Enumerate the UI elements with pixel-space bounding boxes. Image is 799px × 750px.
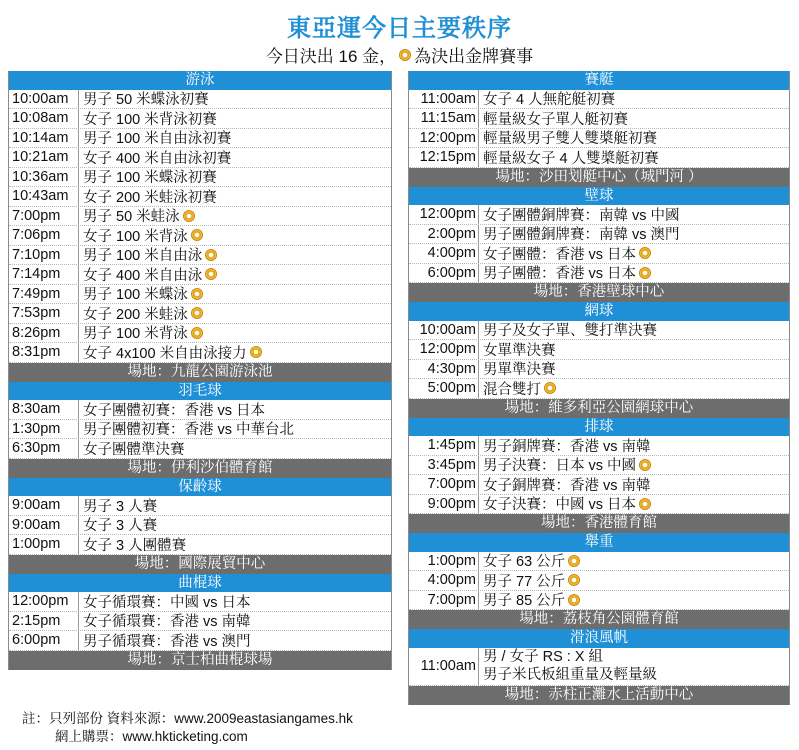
- sport-header: 曲棍球: [9, 574, 391, 593]
- event-time: 7:00pm: [9, 207, 79, 226]
- event-cell: [479, 321, 657, 341]
- gold-medal-icon: [544, 382, 556, 394]
- event-time: 2:15pm: [9, 612, 79, 631]
- event-name: 男子 100 米自由泳: [83, 248, 203, 265]
- event-cell: [79, 420, 294, 440]
- event-name: 男子 100 米蝶泳初賽: [83, 170, 217, 187]
- venue-bar: 場地：沙田划艇中心（城門河 ）: [409, 168, 789, 187]
- venue-bar: 場地：香港壁球中心: [409, 283, 789, 302]
- schedule-row: [409, 264, 789, 284]
- gold-medal-icon: [568, 555, 580, 567]
- event-cell: [79, 207, 195, 227]
- page-subtitle: [0, 42, 799, 67]
- sport-header: 滑浪風帆: [409, 629, 789, 648]
- gold-medal-icon: [191, 288, 203, 300]
- schedule-row: [9, 612, 391, 632]
- schedule-row: [409, 495, 789, 515]
- event-time: 4:00pm: [409, 244, 479, 263]
- event-cell: [479, 379, 556, 399]
- event-time: 8:30am: [9, 400, 79, 419]
- venue-bar: 場地：荔枝角公園體育館: [409, 610, 789, 629]
- event-time: 1:30pm: [9, 420, 79, 439]
- event-time: 11:15am: [409, 109, 479, 128]
- event-cell: [479, 436, 651, 456]
- event-name: 男子 100 米蝶泳: [83, 287, 188, 304]
- event-cell: [479, 129, 657, 149]
- schedule-row: [9, 496, 391, 516]
- event-time: 9:00am: [9, 496, 79, 515]
- event-name: 女子團體準決賽: [83, 441, 185, 458]
- event-name: 男單準決賽: [483, 362, 556, 379]
- sport-header: 游泳: [9, 71, 391, 90]
- event-name: 男子團體：香港 vs 日本: [483, 266, 637, 283]
- gold-medal-icon: [399, 49, 411, 61]
- footnote-ticketing: 網上購票：www.hkticketing.com: [55, 729, 248, 744]
- event-name: 輕量級男子雙人雙槳艇初賽: [483, 131, 657, 148]
- event-cell: [479, 571, 580, 591]
- event-name: 女子 200 米蛙泳初賽: [83, 189, 217, 206]
- event-name: 男子 100 米自由泳初賽: [83, 131, 232, 148]
- event-name: 男子 85 公斤: [483, 593, 566, 610]
- event-time: 12:00pm: [409, 205, 479, 224]
- event-cell: [479, 591, 580, 611]
- schedule-row: [409, 648, 789, 686]
- sport-header: 舉重: [409, 533, 789, 552]
- schedule-row: [9, 516, 391, 536]
- schedule-row: [9, 207, 391, 227]
- event-cell: [79, 439, 185, 459]
- event-time: 7:10pm: [9, 246, 79, 265]
- event-cell: [479, 244, 651, 264]
- event-name: 女子循環賽：香港 vs 南韓: [83, 614, 251, 631]
- event-time: 9:00pm: [409, 495, 479, 514]
- event-cell: [479, 225, 680, 245]
- schedule-row: [9, 631, 391, 651]
- schedule-row: [9, 226, 391, 246]
- gold-medal-icon: [250, 346, 262, 358]
- schedule-row: [9, 592, 391, 612]
- schedule-row: [409, 340, 789, 360]
- event-cell: [79, 304, 203, 324]
- event-time: 2:00pm: [409, 225, 479, 244]
- venue-bar: 場地：九龍公園游泳池: [9, 363, 391, 382]
- event-name: 女子 400 米自由泳: [83, 267, 203, 284]
- schedule-row: [9, 265, 391, 285]
- event-time: 7:00pm: [409, 591, 479, 610]
- gold-medal-icon: [568, 594, 580, 606]
- page-title: 東亞運今日主要秩序: [287, 15, 512, 42]
- schedule-row: [409, 244, 789, 264]
- event-cell: [79, 129, 231, 149]
- gold-medal-icon: [183, 210, 195, 222]
- schedule-column-right: [408, 71, 790, 705]
- event-time: 10:21am: [9, 148, 79, 167]
- event-name: 男子 50 米蛙泳: [83, 209, 180, 226]
- event-name: 男子 50 米蝶泳初賽: [83, 92, 209, 109]
- event-cell: [79, 265, 217, 285]
- event-time: 7:14pm: [9, 265, 79, 284]
- event-cell: [479, 475, 651, 495]
- schedule-row: [9, 324, 391, 344]
- event-name: 輕量級女子 4 人雙槳艇初賽: [483, 150, 659, 167]
- event-name: 男子銅牌賽：香港 vs 南韓: [483, 438, 651, 455]
- event-name: 女子團體：香港 vs 日本: [483, 246, 637, 263]
- sport-header: 保齡球: [9, 478, 391, 497]
- event-cell: [79, 592, 251, 612]
- gold-medal-icon: [639, 498, 651, 510]
- event-name: 男 / 女子 RS : X 組: [483, 649, 604, 665]
- schedule-row: [9, 400, 391, 420]
- event-cell: [79, 496, 157, 516]
- event-cell: [479, 90, 615, 110]
- schedule-column-left: [8, 71, 392, 670]
- event-cell: [79, 535, 186, 555]
- event-cell: [79, 285, 203, 305]
- event-time: 6:00pm: [409, 264, 479, 283]
- schedule-row: [409, 591, 789, 611]
- event-name: 女子 400 米自由泳初賽: [83, 150, 232, 167]
- schedule-row: [9, 535, 391, 555]
- sport-header: 羽毛球: [9, 382, 391, 401]
- schedule-row: [9, 187, 391, 207]
- event-cell: [479, 648, 657, 684]
- schedule-row: [409, 571, 789, 591]
- schedule-row: [9, 343, 391, 363]
- event-time: 3:45pm: [409, 456, 479, 475]
- event-time: 10:14am: [9, 129, 79, 148]
- sport-header: 壁球: [409, 187, 789, 206]
- event-cell: [79, 516, 157, 536]
- event-time: 9:00am: [9, 516, 79, 535]
- event-time: 11:00am: [409, 648, 479, 685]
- event-cell: [79, 246, 217, 266]
- event-time: 12:15pm: [409, 148, 479, 167]
- event-cell: [479, 360, 556, 380]
- schedule-row: [9, 420, 391, 440]
- event-cell: [79, 148, 231, 168]
- event-name: 女子 200 米蛙泳: [83, 306, 188, 323]
- event-time: 7:49pm: [9, 285, 79, 304]
- event-time: 5:00pm: [409, 379, 479, 398]
- event-name: 男子決賽：日本 vs 中國: [483, 458, 637, 475]
- gold-medal-icon: [205, 249, 217, 261]
- event-time: 10:00am: [9, 90, 79, 109]
- event-cell: [79, 168, 217, 188]
- sport-header: 網球: [409, 302, 789, 321]
- event-time: 6:30pm: [9, 439, 79, 458]
- event-cell: [79, 226, 203, 246]
- schedule-row: [9, 90, 391, 110]
- schedule-row: [9, 246, 391, 266]
- schedule-row: [9, 304, 391, 324]
- event-cell: [479, 148, 659, 168]
- gold-medal-icon: [639, 247, 651, 259]
- event-time: 1:00pm: [409, 552, 479, 571]
- event-cell: [79, 90, 209, 110]
- event-time: 7:53pm: [9, 304, 79, 323]
- sport-header: 賽艇: [409, 71, 789, 90]
- schedule-row: [409, 475, 789, 495]
- event-cell: [479, 552, 580, 572]
- schedule-row: [409, 321, 789, 341]
- event-time: 12:00pm: [409, 340, 479, 359]
- event-name: 男子循環賽：香港 vs 澳門: [83, 633, 251, 650]
- venue-bar: 場地：香港體育館: [409, 514, 789, 533]
- event-cell: [79, 109, 217, 129]
- event-name: 女子 4 人無舵艇初賽: [483, 92, 616, 109]
- event-cell: [79, 400, 265, 420]
- schedule-row: [9, 129, 391, 149]
- venue-bar: 場地：伊利沙伯體育館: [9, 459, 391, 478]
- gold-medal-icon: [191, 307, 203, 319]
- event-time: 4:30pm: [409, 360, 479, 379]
- schedule-row: [409, 205, 789, 225]
- schedule-row: [9, 148, 391, 168]
- event-name: 女子循環賽：中國 vs 日本: [83, 594, 251, 611]
- event-name: 女子 3 人團體賽: [83, 537, 187, 554]
- schedule-row: [9, 109, 391, 129]
- event-cell: [479, 456, 651, 476]
- event-time: 7:00pm: [409, 475, 479, 494]
- event-name: 女子 4x100 米自由泳接力: [83, 345, 247, 362]
- footnote-source: 註：只列部份 資料來源：www.2009eastasiangames.hk: [22, 711, 353, 726]
- subtitle-text: 今日決出 16 金，: [265, 47, 397, 66]
- event-name: 男子及女子單、雙打準決賽: [483, 323, 657, 340]
- event-time: 6:00pm: [9, 631, 79, 650]
- event-time: 10:08am: [9, 109, 79, 128]
- schedule-row: [409, 552, 789, 572]
- gold-medal-icon: [191, 327, 203, 339]
- event-name-line2: 男子米氏板組重量及輕量級: [483, 667, 657, 683]
- venue-bar: 場地：維多利亞公園網球中心: [409, 399, 789, 418]
- schedule-row: [409, 379, 789, 399]
- schedule-row: [409, 90, 789, 110]
- event-name: 男子團體初賽：香港 vs 中華台北: [83, 422, 295, 439]
- event-cell: [479, 495, 651, 515]
- event-time: 10:43am: [9, 187, 79, 206]
- event-name: 女子決賽：中國 vs 日本: [483, 497, 637, 514]
- event-time: 1:45pm: [409, 436, 479, 455]
- gold-medal-icon: [205, 268, 217, 280]
- schedule-row: [409, 129, 789, 149]
- event-name: 女子 100 米背泳: [83, 228, 188, 245]
- event-time: 12:00pm: [409, 129, 479, 148]
- schedule-row: [409, 148, 789, 168]
- sport-header: 排球: [409, 418, 789, 437]
- event-cell: [79, 343, 262, 363]
- event-cell: [479, 205, 680, 225]
- event-time: 7:06pm: [9, 226, 79, 245]
- event-name: 輕量級女子單人艇初賽: [483, 111, 628, 128]
- event-time: 4:00pm: [409, 571, 479, 590]
- venue-bar: 場地：國際展貿中心: [9, 555, 391, 574]
- event-cell: [79, 631, 251, 651]
- event-name: 女子團體初賽：香港 vs 日本: [83, 402, 266, 419]
- event-cell: [79, 187, 217, 207]
- event-cell: [479, 109, 628, 129]
- schedule-row: [409, 436, 789, 456]
- event-name: 女子銅牌賽：香港 vs 南韓: [483, 477, 651, 494]
- schedule-row: [9, 168, 391, 188]
- gold-medal-icon: [639, 459, 651, 471]
- venue-bar: 場地：京士柏曲棍球場: [9, 651, 391, 670]
- event-name: 男子 100 米背泳: [83, 326, 188, 343]
- gold-medal-icon: [191, 229, 203, 241]
- event-cell: [79, 612, 251, 632]
- event-name: 女子團體銅牌賽：南韓 vs 中國: [483, 207, 680, 224]
- event-name: 女子 100 米背泳初賽: [83, 111, 217, 128]
- event-name: 男子 3 人賽: [83, 498, 158, 515]
- schedule-row: [9, 285, 391, 305]
- event-time: 10:36am: [9, 168, 79, 187]
- venue-bar: 場地：赤柱正灘水上活動中心: [409, 686, 789, 705]
- event-name: 女單準決賽: [483, 342, 556, 359]
- event-name: 男子 77 公斤: [483, 573, 566, 590]
- event-time: 12:00pm: [9, 592, 79, 611]
- schedule-row: [409, 109, 789, 129]
- schedule-row: [409, 456, 789, 476]
- gold-medal-icon: [568, 574, 580, 586]
- event-time: 10:00am: [409, 321, 479, 340]
- schedule-row: [409, 225, 789, 245]
- event-cell: [479, 340, 556, 360]
- gold-medal-icon: [639, 267, 651, 279]
- event-time: 11:00am: [409, 90, 479, 109]
- footnote: [22, 710, 353, 746]
- schedule-row: [409, 360, 789, 380]
- subtitle-legend: 為決出金牌賽事: [414, 47, 534, 66]
- event-cell: [479, 264, 651, 284]
- event-name: 男子團體銅牌賽：南韓 vs 澳門: [483, 227, 680, 244]
- event-time: 8:26pm: [9, 324, 79, 343]
- event-name: 女子 3 人賽: [83, 518, 158, 535]
- event-time: 1:00pm: [9, 535, 79, 554]
- event-cell: [79, 324, 203, 344]
- event-name: 女子 63 公斤: [483, 554, 566, 571]
- event-name: 混合雙打: [483, 381, 541, 398]
- schedule-row: [9, 439, 391, 459]
- event-time: 8:31pm: [9, 343, 79, 362]
